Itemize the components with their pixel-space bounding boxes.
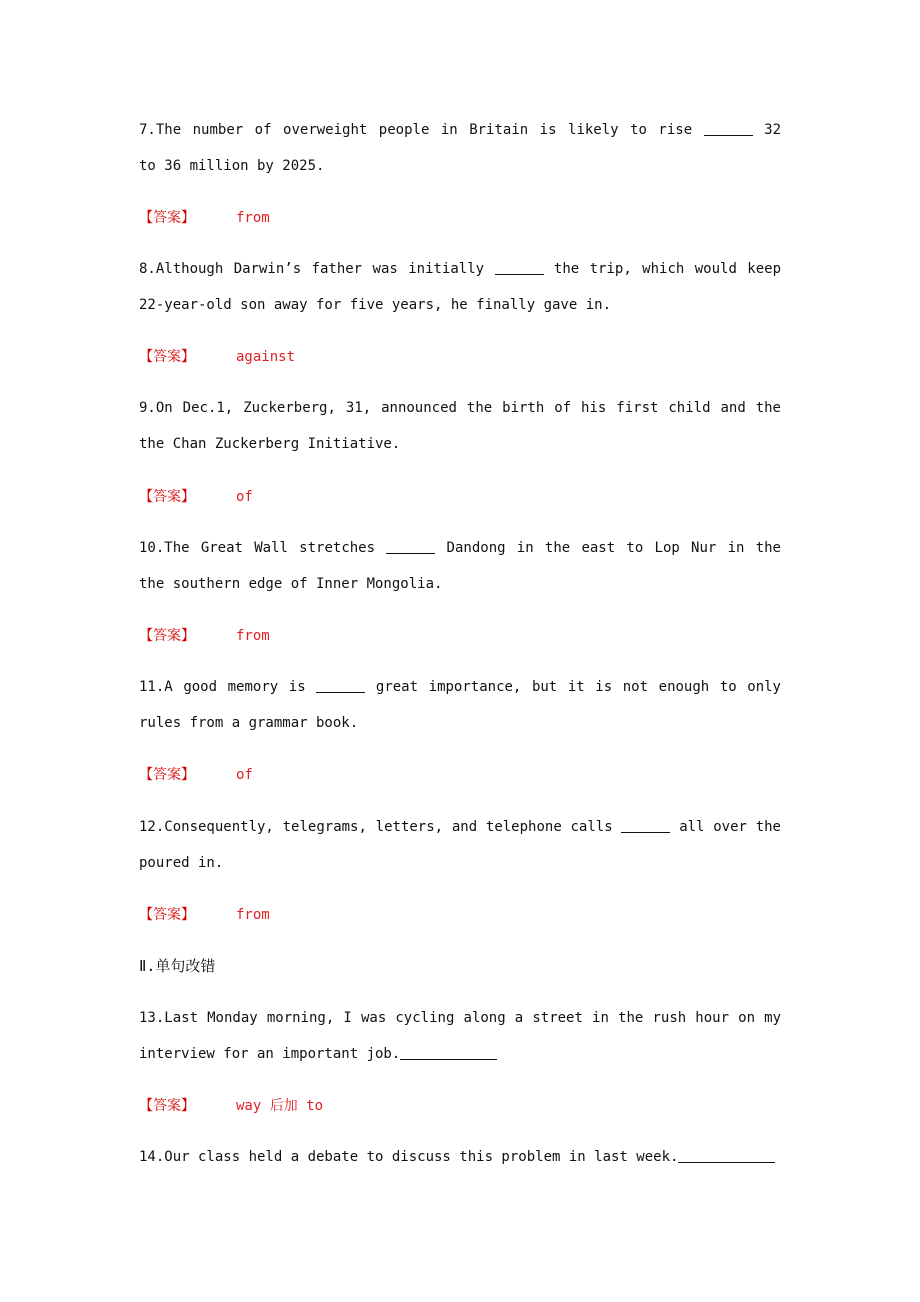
answer-12 [139,903,781,927]
answer-blank [386,539,435,554]
question-13-line-2 [139,1036,781,1072]
question-11-line-2: rules from a grammar book. [139,715,359,731]
answer-10 [139,624,781,648]
answer-value: against [236,349,296,365]
answer-13 [139,1094,781,1118]
question-12-line-1 [139,809,781,845]
question-7-text-1: 7.The number of overweight people in Britain is likely to rise [139,122,693,138]
question-7-line-2: to 36 million by 2025. [139,158,325,174]
answer-tag: 【答案】 [139,628,195,644]
question-13-line-1: 13.Last Monday morning, I was cycling along a street in the rush hour on my [139,1010,781,1026]
answer-value: from [236,628,270,644]
answer-blank [621,818,670,833]
question-11 [139,669,781,741]
answer-blank [678,1148,775,1163]
question-12 [139,809,781,881]
answer-8 [139,345,781,369]
question-8 [139,251,781,323]
answer-tag: 【答案】 [139,489,195,505]
answer-value: of [236,489,253,505]
answer-9 [139,485,781,509]
question-9-line-2: the Chan Zuckerberg Initiative. [139,436,401,452]
answer-tag: 【答案】 [139,349,195,365]
question-8-line-2: 22-year-old son away for five years, he finally gave in. [139,297,612,313]
question-7-line-1 [139,112,781,148]
question-7 [139,112,781,184]
answer-value: from [236,210,270,226]
question-11-text-1: 11.A good memory is [139,679,306,695]
question-12-line-2: poured in. [139,855,224,871]
question-14-line-1 [139,1139,781,1175]
question-9 [139,390,781,462]
question-10 [139,530,781,602]
question-10-line-2: the southern edge of Inner Mongolia. [139,576,443,592]
question-10-text-1: 10.The Great Wall stretches [139,540,376,556]
answer-11 [139,763,781,787]
question-7-text-1b: 32 [764,122,781,138]
question-10-text-1b: Dandong in the east to Lop Nur in the [446,540,781,556]
answer-value: of [236,767,253,783]
answer-tag: 【答案】 [139,907,195,923]
answer-7 [139,206,781,230]
question-11-line-1 [139,669,781,705]
question-14 [139,1139,781,1175]
question-8-text-1: 8.Although Darwin’s father was initially [139,261,485,277]
question-12-text-1b: all over the [679,819,781,835]
answer-value: from [236,907,270,923]
question-12-text-1: 12.Consequently, telegrams, letters, and telephone calls [139,819,613,835]
answer-tag: 【答案】 [139,767,195,783]
question-8-text-1b: the trip, which would keep [553,261,781,277]
question-13-text-2: interview for an important job. [139,1046,401,1062]
question-14-text-1: 14.Our class held a debate to discuss this problem in last week. [139,1149,679,1165]
answer-blank [495,260,544,275]
question-9-line-1: 9.On Dec.1, Zuckerberg, 31, announced the birth of his first child and the [139,400,781,416]
answer-tag: 【答案】 [139,1098,195,1114]
answer-value: way 后加 to [236,1098,324,1114]
question-8-line-1 [139,251,781,287]
answer-tag: 【答案】 [139,210,195,226]
question-13 [139,1000,781,1072]
question-11-text-1b: great importance, but it is not enough to only [375,679,781,695]
question-10-line-1 [139,530,781,566]
answer-blank [400,1045,497,1060]
answer-blank [316,678,365,693]
answer-blank [704,121,753,136]
section-heading: Ⅱ.单句改错 [139,957,216,975]
